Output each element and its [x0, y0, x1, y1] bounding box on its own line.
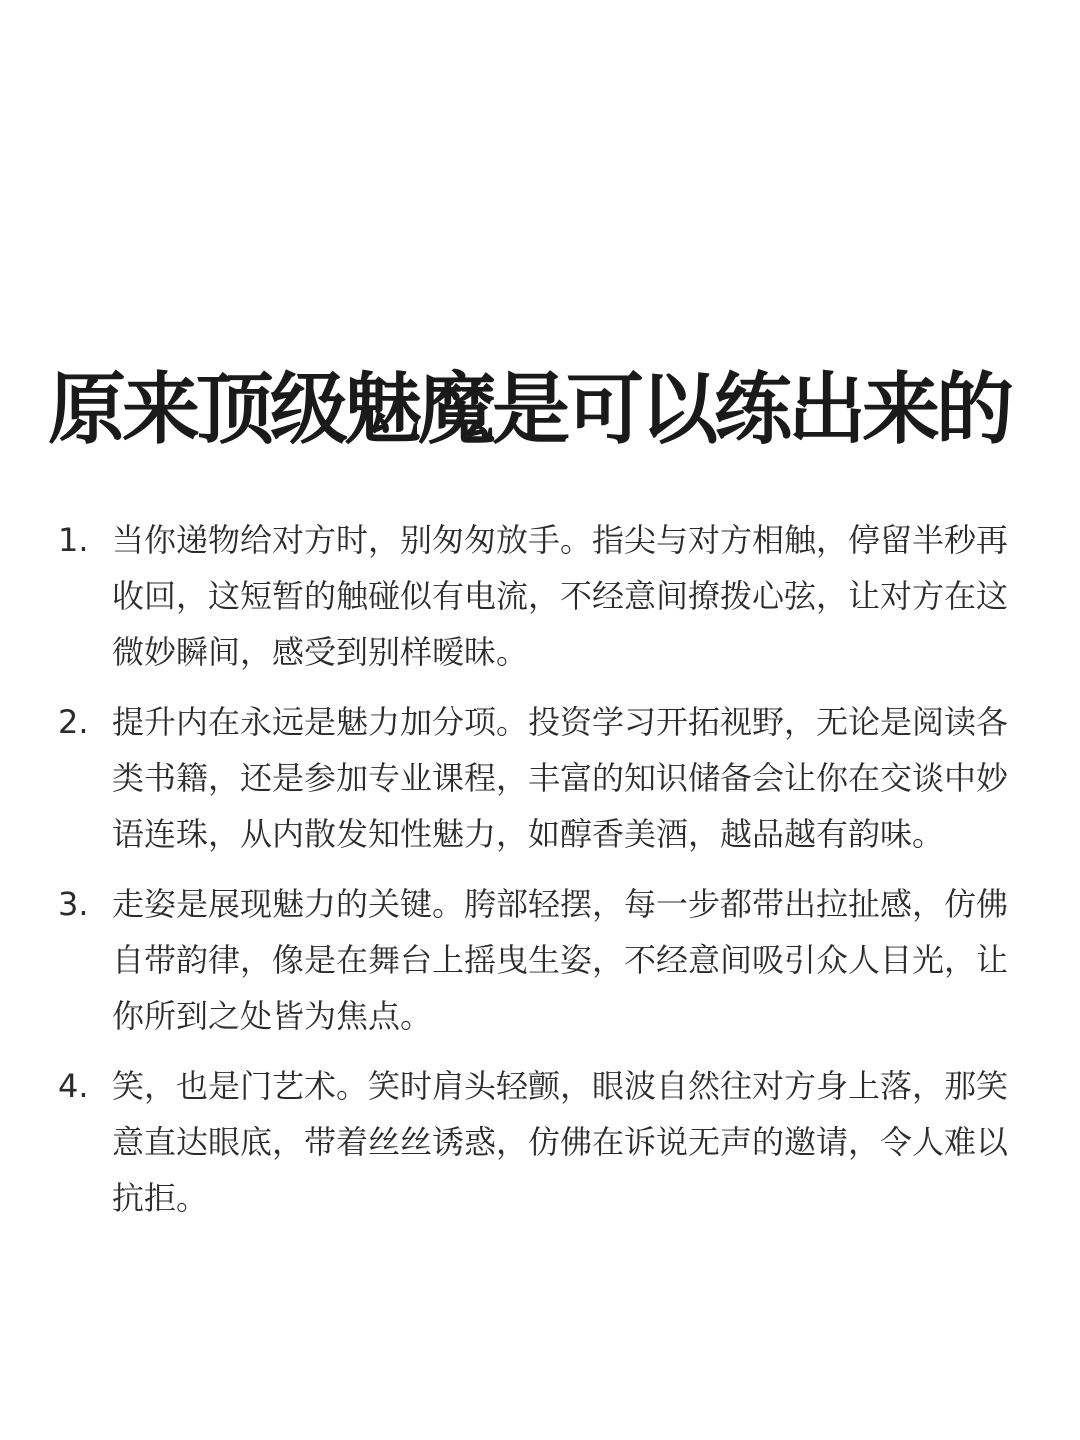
list-item [58, 1058, 1018, 1226]
page-title: 原来顶级魅魔是可以练出来的 [48, 365, 1011, 455]
list-item-number: 2. [58, 703, 89, 741]
list-item [58, 876, 1018, 1044]
list-item-number: 3. [58, 885, 89, 923]
list-item-number: 4. [58, 1067, 89, 1105]
list-item-text: 当你递物给对方时，别匆匆放手。指尖与对方相触，停留半秒再收回，这短暂的触碰似有电流，不经意间撩拨心弦，让对方在这微妙瞬间，感受到别样暧昧。 [112, 521, 1009, 671]
list-item-text: 提升内在永远是魅力加分项。投资学习开拓视野，无论是阅读各类书籍，还是参加专业课程，丰富的知识储备会让你在交谈中妙语连珠，从内散发知性魅力，如醇香美酒，越品越有韵味。 [112, 703, 1009, 853]
list-item-number: 1. [58, 521, 89, 559]
tips-list [58, 512, 1018, 1240]
list-item [58, 694, 1018, 862]
list-item-text: 笑，也是门艺术。笑时肩头轻颤，眼波自然往对方身上落，那笑意直达眼底，带着丝丝诱惑，仿佛在诉说无声的邀请，令人难以抗拒。 [112, 1067, 1009, 1217]
list-item [58, 512, 1018, 680]
list-item-text: 走姿是展现魅力的关键。胯部轻摆，每一步都带出拉扯感，仿佛自带韵律，像是在舞台上摇曳生姿，不经意间吸引众人目光，让你所到之处皆为焦点。 [112, 885, 1009, 1035]
